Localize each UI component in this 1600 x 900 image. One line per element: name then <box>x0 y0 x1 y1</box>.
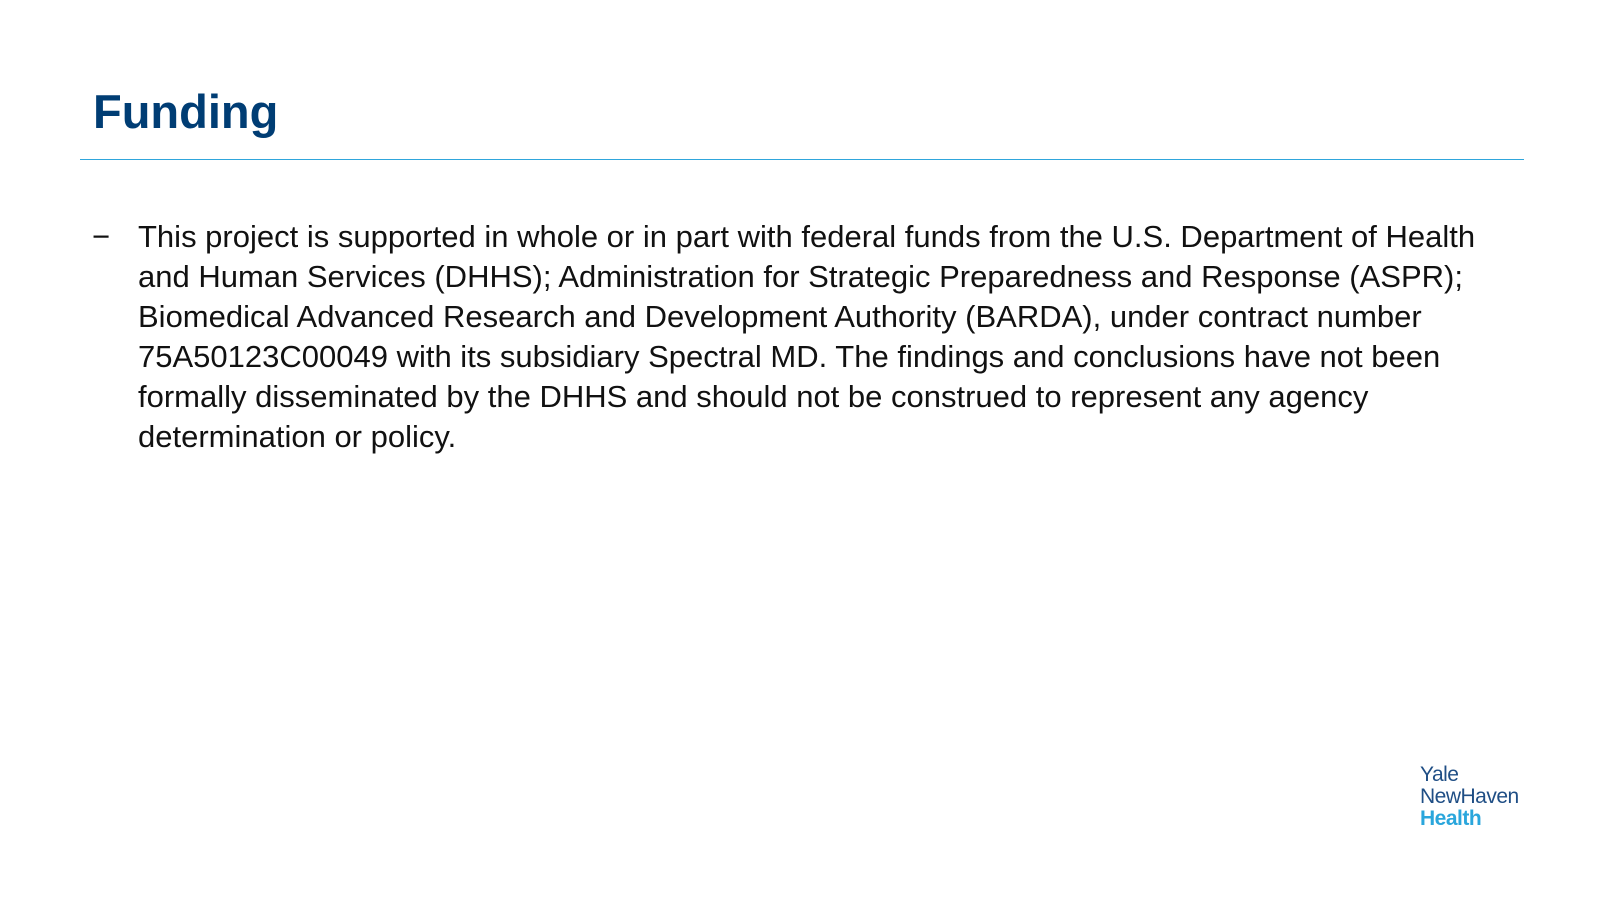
bullet-item <box>92 217 1532 457</box>
slide-title: Funding <box>93 85 279 138</box>
logo-line-health: Health <box>1420 807 1482 830</box>
logo-line-yale: Yale <box>1420 763 1459 786</box>
title-divider <box>80 159 1524 160</box>
dash-bullet-icon: − <box>92 219 111 254</box>
yale-new-haven-health-logo <box>1420 764 1519 830</box>
logo-line-newhaven: NewHaven <box>1420 785 1519 808</box>
bullet-list <box>92 217 1532 457</box>
bullet-text: This project is supported in whole or in part with federal funds from the U.S. Department of Health and Human Services (DHHS); Administration for Strategic Preparedness and Response (ASPR); Biomedical Advanced Research and Development Authority (BARDA), under contract number 75A50123C00049 with its subsidiary Spectral MD. The findings and conclusions have not been formally disseminated by the DHHS and should not be construed to represent any agency determination or policy. <box>138 219 1476 454</box>
